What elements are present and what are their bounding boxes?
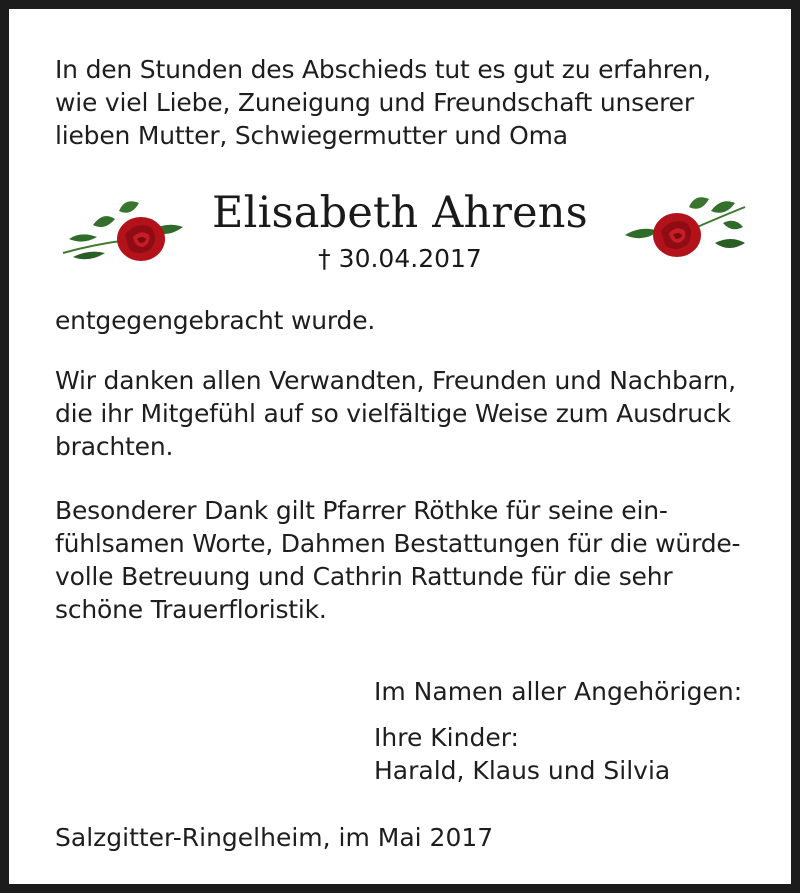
signoff-children [374, 721, 764, 787]
thanks-line: Wir danken allen Verwandten, Freunden und Nachbarn, [55, 366, 736, 395]
intro-paragraph [55, 53, 757, 152]
signoff-on-behalf [374, 675, 764, 708]
thanks-paragraph [55, 364, 757, 463]
special-thanks-paragraph [55, 494, 757, 626]
death-line [9, 243, 791, 275]
after-name-line: entgegengebracht wurde. [55, 306, 376, 335]
deceased-name: Elisabeth Ahrens [212, 188, 588, 238]
children-label: Ihre Kinder: [374, 723, 519, 752]
special-thanks-line: Besonderer Dank gilt Pfarrer Röthke für seine ein- [55, 496, 668, 525]
children-names: Harald, Klaus und Silvia [374, 756, 671, 785]
after-name-paragraph [55, 304, 757, 337]
on-behalf-text: Im Namen aller Angehörigen: [374, 677, 743, 706]
thanks-line: brachten. [55, 432, 174, 461]
thanks-line: die ihr Mitgefühl auf so vielfältige Weise zum Ausdruck [55, 399, 731, 428]
intro-line: wie viel Liebe, Zuneigung und Freundschaft unserer [55, 88, 694, 117]
death-date: 30.04.2017 [338, 244, 482, 273]
place-date: Salzgitter-Ringelheim, im Mai 2017 [55, 823, 494, 852]
intro-line: In den Stunden des Abschieds tut es gut zu erfahren, [55, 55, 711, 84]
special-thanks-line: fühlsamen Worte, Dahmen Bestattungen für die würde- [55, 529, 741, 558]
special-thanks-line: volle Betreuung und Cathrin Rattunde für die sehr [55, 562, 673, 591]
cross-icon: † [318, 244, 331, 273]
intro-line: lieben Mutter, Schwiegermutter und Oma [55, 121, 568, 150]
special-thanks-line: schöne Trauerfloristik. [55, 595, 327, 624]
